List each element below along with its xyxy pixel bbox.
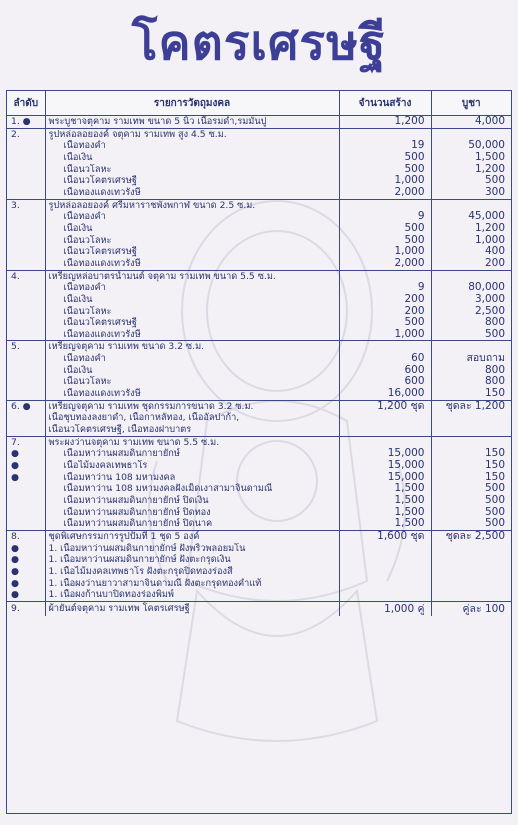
cell-name: เนื้อมหาว่านผสมดินกายายักษ์ ปิดนาค <box>45 518 339 530</box>
cell-no: ● <box>7 472 45 484</box>
cell-qty <box>339 566 431 578</box>
cell-name: เนื้อทองคำ <box>45 140 339 152</box>
table-row <box>7 543 511 555</box>
cell-no <box>7 235 45 247</box>
cell-qty <box>339 412 431 424</box>
cell-no: ● <box>7 589 45 601</box>
cell-name: เนื้อนวโลหะ <box>45 306 339 318</box>
cell-name: 1. เนื้อมหาว่านผสมดินกายายักษ์ ฝังตะกรุดเงิน <box>45 554 339 566</box>
cell-price: 500 <box>484 506 505 518</box>
cell-qty: 1,500 <box>339 507 431 519</box>
cell-name: เนื้อทองแดงเทวรังษี <box>45 187 339 199</box>
cell-price: ชุดละ 2,500 <box>431 530 511 542</box>
cell-price: สอบถาม <box>466 353 505 365</box>
cell-price: 50,000 <box>468 140 505 152</box>
cell-price <box>431 199 511 211</box>
cell-price: 500 <box>484 328 505 340</box>
cell-name: เนื้อไม้มงคลเทพธาโร <box>45 460 339 472</box>
cell-no <box>7 152 45 164</box>
cell-price: 400 <box>484 246 505 258</box>
cell-name: เนื้อนวโคตรเศรษฐี, เนื้อทองฝาบาตร <box>45 424 339 436</box>
cell-price: 500 <box>484 518 505 530</box>
cell-no: ● <box>7 578 45 590</box>
table-row <box>7 258 511 270</box>
cell-qty: 600 <box>339 365 431 377</box>
table-row <box>7 460 511 472</box>
cell-qty: 200 <box>339 306 431 318</box>
cell-name: เนื้อมหาว่านผสมดินกายายักษ์ ปิดทอง <box>45 507 339 519</box>
cell-price: 800 <box>484 376 505 388</box>
cell-qty <box>339 589 431 601</box>
cell-name: เนื้อนวโลหะ <box>45 235 339 247</box>
cell-no <box>7 164 45 176</box>
cell-name: เนื้อนวโคตรเศรษฐี <box>45 246 339 258</box>
cell-no: 3. <box>7 199 45 211</box>
cell-name: เหรียญจตุคาม รามเทพ ขนาด 3.2 ซ.ม. <box>45 341 339 353</box>
cell-no: 9. <box>7 601 45 616</box>
table-row <box>7 495 511 507</box>
table-header-row <box>7 91 511 116</box>
table-row <box>7 246 511 258</box>
cell-qty <box>339 578 431 590</box>
table-row <box>7 530 511 542</box>
cell-price: คู่ละ 100 <box>431 601 511 616</box>
cell-qty: 200 <box>339 294 431 306</box>
table-row <box>7 448 511 460</box>
table-row <box>7 518 511 530</box>
cell-price <box>431 543 511 555</box>
cell-name: เนื้อทองคำ <box>45 353 339 365</box>
table-row <box>7 412 511 424</box>
cell-qty: 500 <box>339 152 431 164</box>
cell-price: 150 <box>484 448 505 460</box>
cell-no: ● <box>7 566 45 578</box>
cell-name: เนื้อนวโคตรเศรษฐี <box>45 317 339 329</box>
table-row <box>7 140 511 152</box>
table-row <box>7 152 511 164</box>
cell-name: เนื้อนวโลหะ <box>45 164 339 176</box>
cell-qty: 1,500 <box>339 518 431 530</box>
cell-name: เนื้อมหาว่านผสมดินกายายักษ์ ปิดเงิน <box>45 495 339 507</box>
cell-no: 8. <box>7 530 45 542</box>
table-row <box>7 566 511 578</box>
table-row <box>7 187 511 199</box>
table-row <box>7 235 511 247</box>
table-row <box>7 365 511 377</box>
price-table <box>7 91 511 616</box>
cell-price: 1,500 <box>474 151 505 163</box>
cell-no <box>7 507 45 519</box>
cell-price: 150 <box>484 460 505 472</box>
cell-name: 1. เนื้อมหาว่านผสมดินกายายักษ์ ฝังพริ้วพลอยมโน <box>45 543 339 555</box>
cell-qty: 1,000 <box>339 175 431 187</box>
header-no: ลำดับ <box>7 91 45 116</box>
cell-no <box>7 306 45 318</box>
cell-qty: 19 <box>339 140 431 152</box>
cell-qty: 15,000 <box>339 472 431 484</box>
cell-no <box>7 412 45 424</box>
header-price: บูชา <box>431 91 511 116</box>
cell-qty: 9 <box>339 211 431 223</box>
cell-name: ผ้ายันต์จตุคาม รามเทพ โคตรเศรษฐี <box>45 601 339 616</box>
cell-no <box>7 388 45 400</box>
table-row <box>7 507 511 519</box>
header-quantity: จำนวนสร้าง <box>339 91 431 116</box>
cell-price: 150 <box>484 388 505 400</box>
cell-no <box>7 353 45 365</box>
table-row <box>7 472 511 484</box>
cell-price: 3,000 <box>474 293 505 305</box>
cell-qty: 1,000 <box>339 329 431 341</box>
cell-price <box>431 554 511 566</box>
cell-name: รูปหล่อลอยองค์ จตุคาม รามเทพ สูง 4.5 ซ.ม. <box>45 128 339 140</box>
cell-name: 1. เนื้อผงว่านยาวาสามาจินดามณี ฝังตะกรุดทองคำแท้ <box>45 578 339 590</box>
cell-no: 7. <box>7 436 45 448</box>
cell-qty: 2,000 <box>339 258 431 270</box>
header-item: รายการวัตถุมงคล <box>45 91 339 116</box>
cell-no: 5. <box>7 341 45 353</box>
cell-no <box>7 282 45 294</box>
cell-no <box>7 223 45 235</box>
cell-qty: 2,000 <box>339 187 431 199</box>
price-list-sheet <box>6 90 512 814</box>
table-row <box>7 400 511 412</box>
cell-name: เนื้อทองแดงเทวรังษี <box>45 388 339 400</box>
cell-qty <box>339 199 431 211</box>
cell-price: 1,000 <box>474 234 505 246</box>
cell-name: เนื้อเงิน <box>45 223 339 235</box>
cell-name: พระบูชาจตุคาม รามเทพ ขนาด 5 นิ้ว เนื้อรมดำ,รมมันปู <box>45 116 339 129</box>
cell-qty: 1,000 คู่ <box>339 601 431 616</box>
cell-no: ● <box>7 448 45 460</box>
cell-qty: 1,500 <box>339 483 431 495</box>
cell-price: ชุดละ 1,200 <box>431 400 511 412</box>
table-row <box>7 116 511 129</box>
cell-qty: 500 <box>339 164 431 176</box>
cell-no: ● <box>7 543 45 555</box>
cell-name: เนื้อทองแดงเทวรังษี <box>45 258 339 270</box>
cell-qty: 1,200 <box>339 116 431 129</box>
cell-qty: 60 <box>339 353 431 365</box>
cell-qty: 9 <box>339 282 431 294</box>
cell-price <box>431 566 511 578</box>
cell-name: เนื้อเงิน <box>45 294 339 306</box>
cell-price: 500 <box>484 483 505 495</box>
cell-price <box>431 128 511 140</box>
cell-price <box>431 270 511 282</box>
cell-name: พระผงว่านจตุคาม รามเทพ ขนาด 5.5 ซ.ม. <box>45 436 339 448</box>
table-row <box>7 317 511 329</box>
table-row <box>7 388 511 400</box>
cell-no <box>7 140 45 152</box>
cell-price: 500 <box>484 495 505 506</box>
cell-no: 1. ● <box>7 116 45 129</box>
table-row <box>7 223 511 235</box>
table-row <box>7 329 511 341</box>
cell-no <box>7 175 45 187</box>
cell-name: เนื้อมหาว่านผสมดินกายายักษ์ <box>45 448 339 460</box>
table-row <box>7 578 511 590</box>
table-row <box>7 341 511 353</box>
cell-no <box>7 187 45 199</box>
cell-price <box>431 341 511 353</box>
cell-price: 4,000 <box>431 116 511 129</box>
cell-name: ชุดพิเศษกรรมการรูปปั้มที่ 1 ชุด 5 องค์ <box>45 530 339 542</box>
cell-qty: 1,200 ชุด <box>339 400 431 412</box>
table-row <box>7 306 511 318</box>
cell-no <box>7 495 45 507</box>
cell-name: เนื้อมหาว่าน 108 มหามงคล <box>45 472 339 484</box>
table-row <box>7 199 511 211</box>
page-title: โคตรเศรษฐี <box>131 15 387 71</box>
cell-price: 500 <box>484 175 505 187</box>
cell-name: เหรียญหล่อบาตรน้ำมนต์ จตุคาม รามเทพ ขนาด 5.5 ซ.ม. <box>45 270 339 282</box>
cell-qty <box>339 424 431 436</box>
cell-price <box>431 424 511 436</box>
cell-qty <box>339 436 431 448</box>
cell-name: เนื้อทองคำ <box>45 282 339 294</box>
cell-name: เนื้อนวโคตรเศรษฐี <box>45 175 339 187</box>
table-row <box>7 164 511 176</box>
cell-price: 45,000 <box>468 211 505 223</box>
table-row <box>7 175 511 187</box>
cell-price: 150 <box>484 471 505 483</box>
cell-price: 300 <box>484 186 505 198</box>
cell-qty: 1,600 ชุด <box>339 530 431 542</box>
cell-name: เนื้อทองคำ <box>45 211 339 223</box>
table-row <box>7 353 511 365</box>
cell-name: เนื้อเงิน <box>45 152 339 164</box>
cell-qty: 15,000 <box>339 448 431 460</box>
table-row <box>7 211 511 223</box>
table-row <box>7 601 511 616</box>
cell-price: 1,200 <box>474 222 505 234</box>
table-row <box>7 282 511 294</box>
cell-qty <box>339 270 431 282</box>
cell-price: 80,000 <box>468 282 505 294</box>
cell-price: 2,500 <box>474 305 505 317</box>
cell-no <box>7 365 45 377</box>
cell-name: เนื้อเงิน <box>45 365 339 377</box>
cell-qty <box>339 554 431 566</box>
cell-no <box>7 483 45 495</box>
cell-qty: 600 <box>339 376 431 388</box>
cell-no: 6. ● <box>7 400 45 412</box>
cell-no: ● <box>7 554 45 566</box>
cell-no: 2. <box>7 128 45 140</box>
cell-name: รูปหล่อลอยองค์ ศรีมหาราชพังพกาฬ ขนาด 2.5 ซ.ม. <box>45 199 339 211</box>
table-row <box>7 294 511 306</box>
cell-qty: 500 <box>339 223 431 235</box>
cell-no <box>7 294 45 306</box>
cell-qty: 1,500 <box>339 495 431 507</box>
cell-price <box>431 436 511 448</box>
cell-qty: 1,000 <box>339 246 431 258</box>
cell-qty <box>339 128 431 140</box>
cell-name: 1. เนื้อผงก้านบาปิดทองร่องพิมพ์ <box>45 589 339 601</box>
table-row <box>7 376 511 388</box>
cell-no <box>7 211 45 223</box>
cell-no <box>7 258 45 270</box>
table-row <box>7 436 511 448</box>
cell-no <box>7 518 45 530</box>
cell-price: 800 <box>484 364 505 376</box>
table-row <box>7 589 511 601</box>
cell-no <box>7 376 45 388</box>
cell-name: เหรียญจตุคาม รามเทพ ชุดกรรมการขนาด 3.2 ซ.ม. <box>45 400 339 412</box>
cell-name: เนื้อชุบทองลงยาดำ, เนื้อกาหลั่ทอง, เนื้ออัลปาก้า, <box>45 412 339 424</box>
cell-price: 1,200 <box>474 163 505 175</box>
table-row <box>7 554 511 566</box>
cell-qty: 16,000 <box>339 388 431 400</box>
cell-qty: 500 <box>339 235 431 247</box>
cell-no <box>7 246 45 258</box>
cell-name: เนื้อนวโลหะ <box>45 376 339 388</box>
cell-no: ● <box>7 460 45 472</box>
cell-price <box>431 589 511 601</box>
cell-qty <box>339 341 431 353</box>
cell-price: 800 <box>484 317 505 329</box>
cell-qty: 15,000 <box>339 460 431 472</box>
cell-qty <box>339 543 431 555</box>
cell-price <box>431 412 511 424</box>
cell-name: เนื้อมหาว่าน 108 มหามงคลฝังเม็ดเงาสามาจินดามณี <box>45 483 339 495</box>
table-row <box>7 424 511 436</box>
cell-no <box>7 329 45 341</box>
cell-qty: 500 <box>339 317 431 329</box>
cell-price <box>431 578 511 590</box>
table-row <box>7 483 511 495</box>
cell-name: 1. เนื้อไม้มงคลเทพธาโร ฝังตะกรุดปิดทองร่องสี <box>45 566 339 578</box>
cell-no <box>7 317 45 329</box>
cell-name: เนื้อทองแดงเทวรังษี <box>45 329 339 341</box>
cell-no: 4. <box>7 270 45 282</box>
cell-price: 200 <box>484 257 505 269</box>
cell-no <box>7 424 45 436</box>
table-row <box>7 270 511 282</box>
table-row <box>7 128 511 140</box>
